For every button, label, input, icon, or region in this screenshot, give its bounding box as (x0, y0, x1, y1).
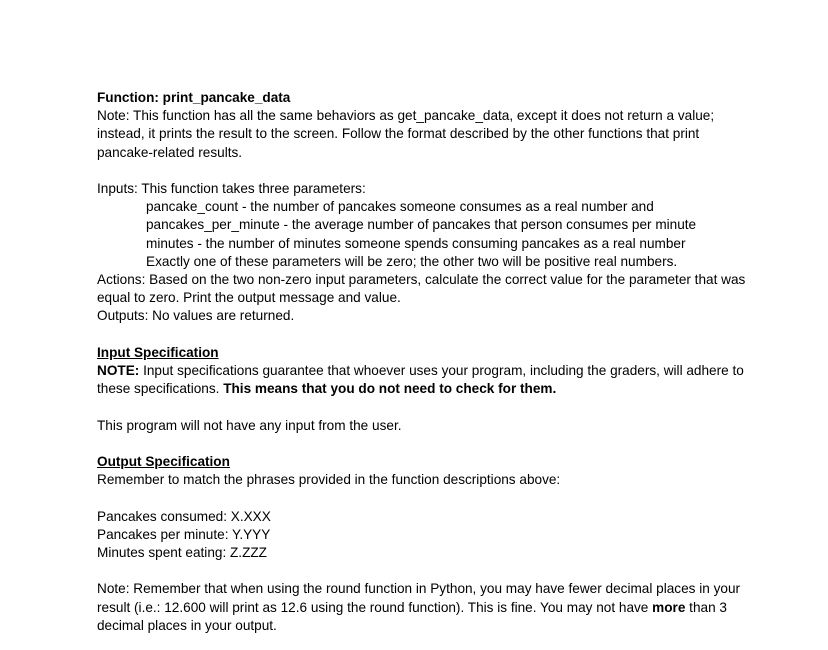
input-spec-note (97, 362, 747, 398)
output-line-minutes: Minutes spent eating: Z.ZZZ (97, 545, 267, 560)
inputs-intro: Inputs: This function takes three parameters: (97, 181, 366, 196)
spacer (97, 562, 747, 580)
input-spec-heading: Input Specification (97, 344, 219, 360)
spacer (97, 435, 747, 453)
round-note-after: than 3 decimal places in your output. (97, 599, 727, 633)
note-text: Input specifications guarantee that whoever uses your program, including the graders, will adhere to these specifications. (97, 363, 744, 397)
param-minutes: minutes - the number of minutes someone spends consuming pancakes as a real number (146, 235, 686, 251)
no-input-text: This program will not have any input from the user. (97, 417, 402, 433)
document-page (97, 89, 747, 635)
param-pancakes-per-minute: pancakes_per_minute - the average number of pancakes that person consumes per minute (146, 217, 697, 233)
note-label: NOTE: (97, 363, 140, 379)
note-bold-text: This means that you do not need to check for them. (223, 381, 557, 397)
round-note-before: Note: Remember that when using the round function in Python, you may have fewer decimal places in your result (i.e.: 12.600 will print as 12.6 using the round function). This is fine. You may not have (97, 581, 741, 615)
actions-text: Actions: Based on the two non-zero input parameters, calculate the correct value for the parameter that was equal to zero. Print the output message and value. (97, 272, 746, 306)
param-constraint: Exactly one of these parameters will be zero; the other two will be positive real numbers. (146, 253, 678, 269)
output-spec-heading: Output Specification (97, 454, 230, 469)
output-line-per-minute: Pancakes per minute: Y.YYY (97, 526, 271, 542)
spacer (97, 326, 747, 344)
spacer (97, 489, 747, 507)
function-title: Function: print_pancake_data (97, 90, 291, 105)
param-pancake-count: pancake_count - the number of pancakes someone consumes as a real number and (146, 199, 654, 215)
outputs-text: Outputs: No values are returned. (97, 308, 295, 324)
function-note: Note: This function has all the same behaviors as get_pancake_data, except it does not return a value; instead, it prints the result to the screen. Follow the format described by the other functions that print pancake-related results. (97, 108, 715, 160)
spacer (97, 162, 747, 180)
round-note-bold: more (652, 599, 686, 615)
output-remember-text: Remember to match the phrases provided in the function descriptions above: (97, 472, 561, 488)
output-line-consumed: Pancakes consumed: X.XXX (97, 508, 271, 524)
round-note (97, 580, 747, 635)
spacer (97, 398, 747, 416)
